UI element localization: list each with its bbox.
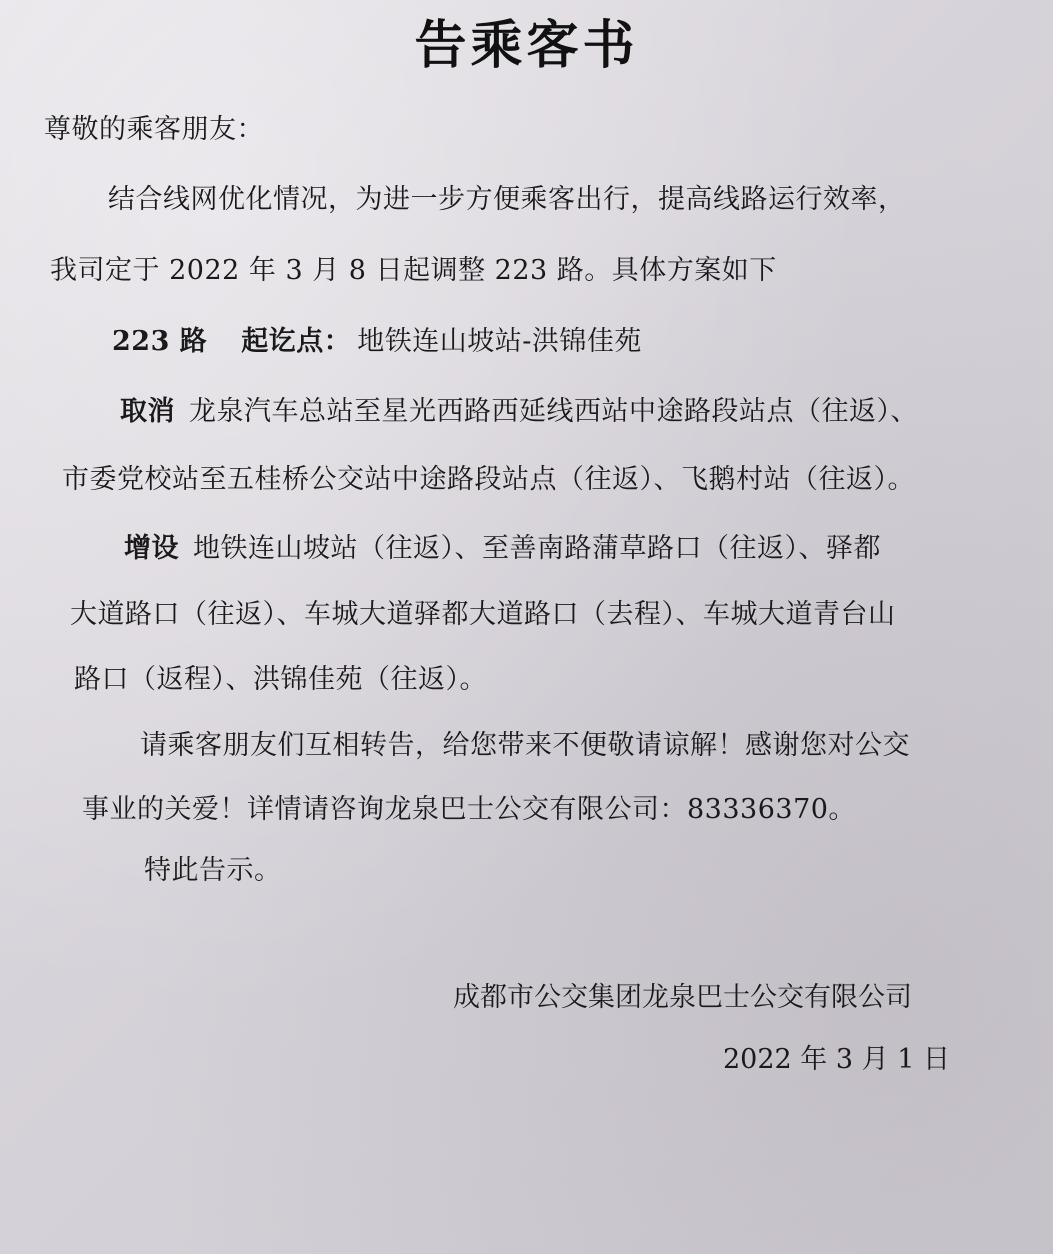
- add-line-1: [124, 535, 881, 562]
- route-number: 223 路: [112, 326, 208, 357]
- cancel-label: 取消: [120, 396, 175, 427]
- route-line: [112, 328, 642, 355]
- cancel-line-1: [120, 398, 918, 425]
- signature-company: 成都市公交集团龙泉巴士公交有限公司: [453, 982, 912, 1013]
- add-line-2: 大道路口（往返）、车城大道驿都大道路口（去程）、车城大道青台山: [70, 599, 896, 630]
- route-endpoints: 地铁连山坡站-洪锦佳苑: [357, 326, 642, 357]
- add-text-1: 地铁连山坡站（往返）、至善南路蒲草路口（往返）、驿都: [193, 533, 881, 564]
- closing-line-1: 请乘客朋友们互相转告，给您带来不便敬请谅解！感谢您对公交: [140, 730, 910, 761]
- notice-title: 告乘客书: [414, 15, 639, 76]
- cancel-line-2: 市委党校站至五桂桥公交站中途路段站点（往返）、飞鹅村站（往返）。: [62, 464, 915, 495]
- route-endpoints-label: 起讫点：: [241, 326, 352, 357]
- greeting: 尊敬的乘客朋友：: [44, 114, 264, 145]
- cancel-text-1: 龙泉汽车总站至星光西路西延线西站中途路段站点（往返）、: [189, 396, 918, 427]
- closing-line-2: 事业的关爱！详情请咨询龙泉巴士公交有限公司：83336370。: [82, 794, 856, 825]
- add-line-3: 路口（返程）、洪锦佳苑（往返）。: [74, 664, 487, 695]
- paragraph-1-line-2: 我司定于 2022 年 3 月 8 日起调整 223 路。具体方案如下: [50, 255, 777, 286]
- notice-ending: 特此告示。: [144, 855, 282, 886]
- add-label: 增设: [124, 533, 179, 564]
- paragraph-1-line-1: 结合线网优化情况，为进一步方便乘客出行，提高线路运行效率，: [108, 184, 906, 215]
- signature-date: 2022 年 3 月 1 日: [723, 1044, 950, 1075]
